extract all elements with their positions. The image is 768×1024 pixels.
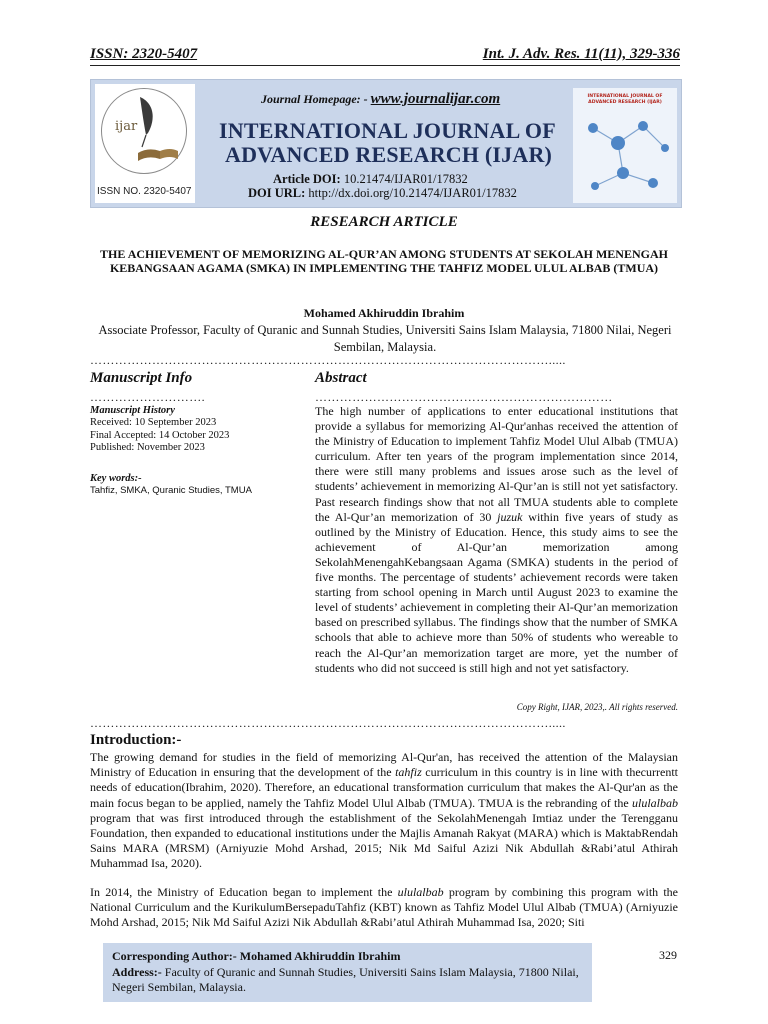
paper-title: THE ACHIEVEMENT OF MEMORIZING AL-QUR’AN AMONG STUDENTS AT SEKOLAH MENENGAH KEBANGSAAN AGAMA (SMKA) IN IMPLEMENTING THE TAHFIZ MODEL ULUL ALBAB (TMUA) [100, 247, 668, 275]
dotted-divider-bottom: …………………………………………………………………………………………………..... [90, 717, 566, 729]
manuscript-info-heading: Manuscript Info [90, 370, 193, 386]
journal-citation: Int. J. Adv. Res. 11(11), 329-336 [482, 46, 680, 62]
received-date: Received: 10 September 2023 [90, 417, 217, 429]
intro-p1-italic-tahfiz: tahfiz [395, 765, 422, 780]
intro-p1-text-c: program that was first introduced through the establishment of the SekolahMenengah Imtiaz under the Terengganu Foundation, then expanded to educational institutions under the Majlis Amanah Rakyat (MARA) which is MaktabRendah Sains MARA (MRSM) (Arniyuzie Mohd Arshad, 2015; Nik Md Saiful Azizi Nik Abdullah &Rabi’atul Athirah Muhammad Isa, 2020). [90, 810, 678, 871]
homepage-label: Journal Homepage: - [261, 92, 368, 106]
header-rule [90, 65, 680, 66]
intro-p2-text-a: In 2014, the Ministry of Education began to implement the [90, 885, 398, 899]
svg-text:INTERNATIONAL JOURNAL OF: INTERNATIONAL JOURNAL OF [587, 94, 663, 99]
logo-circle [101, 88, 187, 174]
logo-text: ijar [115, 119, 138, 134]
journal-logo [95, 84, 195, 203]
journal-banner [90, 79, 682, 208]
introduction-heading: Introduction:- [90, 732, 182, 748]
abstract-text [315, 404, 678, 676]
dotted-divider-left: ………………………. [90, 391, 205, 403]
abstract-part1: The high number of applications to enter educational institutions that provide a syllabus for memorizing Al-Qur'anhas received the attention of the Ministry of Education to implement Tahfiz Model Ulul Albab (TMUA) curriculum. After ten years of the program implementation since 2014, there were still many problems and issues arose such as the level of students’ achievement in memorizing Al-Qur’an is still not yet satisfactory. Past research findings show that not all TMUA students able to complete the Al-Qur’an memorization of 30 [315, 404, 678, 524]
doi-url-link[interactable]: http://dx.doi.org/10.21474/IJAR01/17832 [308, 186, 517, 200]
introduction-paragraph-2 [90, 885, 678, 931]
logo-issn: ISSN NO. 2320-5407 [97, 186, 192, 197]
copyright-notice: Copy Right, IJAR, 2023,. All rights reserved. [516, 702, 678, 712]
address-label: Address:- [112, 965, 162, 979]
published-date: Published: November 2023 [90, 441, 205, 453]
article-doi [273, 172, 468, 187]
address-text: Faculty of Quranic and Sunnah Studies, Universiti Sains Islam Malaysia, 71800 Nilai, Negeri Sembilan, Malaysia. [112, 965, 579, 994]
svg-text:ADVANCED RESEARCH (IJAR): ADVANCED RESEARCH (IJAR) [588, 100, 662, 105]
intro-p1-text-b: curriculum in this country is in line with thecurrentt needs of education(Ibrahim, 2020). Therefore, an educational transformation curriculum that makes the Al-Qur'an as the main focus began to be applied, namely the Tahfiz Model Ulul Albab (TMUA). TMUA is the rebranding of the [90, 765, 678, 810]
abstract-part2: within five years of study as outlined by the Ministry of Education. Hence, this study aims to see the achievement of Al-Qur’an memorization among SekolahMenengahKebangsaan Agama (SMKA) students in the period of five months. The percentage of students’ achievement records were taken starting from school opening in March until August 2023 to examine the level of students’ achievement in completing their Al-Qur’an memorization based on prescribed syllabus. The findings show that the number of SMKA schools that able to achieve more than 50% of students who wereable to reach the Al-Qur’an memorization target are more, yet the number of students who did not succeed is still high and not yet satisfactory. [315, 509, 678, 675]
keywords-list: Tahfiz, SMKA, Quranic Studies, TMUA [90, 485, 252, 497]
intro-p2-text-b: program by combining this program with the National Curriculum and the KurikulumBersepaduTahfiz (KBT) known as Tahfiz Model Ulul Albab (TMUA) (Arniyuzie Mohd Arshad, 2015; Nik Md Saiful Azizi Nik Abdullah &Rabi’atul Athirah Muhammad Isa, 2020; Siti [90, 885, 678, 930]
molecule-cover-icon [573, 88, 677, 203]
journal-homepage [261, 91, 500, 108]
keywords-label: Key words:- [90, 473, 142, 484]
introduction-paragraph-1 [90, 750, 678, 872]
article-doi-label: Article DOI: [273, 172, 341, 186]
homepage-link[interactable]: www.journalijar.com [370, 91, 501, 107]
intro-p1-italic-ululalbab: ululalbab [631, 795, 678, 810]
keywords-block [90, 473, 305, 498]
article-doi-value: 10.21474/IJAR01/17832 [343, 172, 468, 186]
journal-title-line1: INTERNATIONAL JOURNAL OF [219, 118, 556, 143]
corresponding-author-box [103, 943, 592, 1002]
dotted-divider-right: ……………………………………………………………… [315, 391, 613, 403]
issn-label: ISSN: 2320-5407 [90, 46, 198, 62]
journal-title-line2: ADVANCED RESEARCH (IJAR) [225, 142, 553, 167]
dotted-divider-top: …………………………………………………………………………………………………..... [90, 354, 566, 366]
intro-p1-text-a: The growing demand for studies in the field of memorizing Al-Qur'an, has received the attention of the Malaysian Ministry of Education in ensuring that the development of the [90, 750, 678, 780]
doi-url [248, 186, 517, 201]
manuscript-history [90, 405, 305, 454]
journal-cover-image [573, 88, 677, 203]
corresponding-address [112, 965, 584, 995]
page-number: 329 [659, 948, 677, 962]
author-name: Mohamed Akhiruddin Ibrahim [303, 306, 465, 320]
intro-p2-italic-ululalbab: ululalbab [397, 885, 444, 899]
abstract-italic-juzuk: juzuk [497, 509, 523, 524]
manuscript-history-label: Manuscript History [90, 405, 175, 416]
accepted-date: Final Accepted: 14 October 2023 [90, 429, 230, 441]
doi-url-label: DOI URL: [248, 186, 306, 200]
author-affiliation: Associate Professor, Faculty of Quranic and Sunnah Studies, Universiti Sains Islam Malaysia, 71800 Nilai, Negeri Sembilan, Malaysia. [98, 323, 672, 354]
article-type: RESEARCH ARTICLE [310, 214, 458, 230]
corresponding-author: Corresponding Author:- Mohamed Akhiruddin Ibrahim [112, 949, 401, 963]
abstract-heading: Abstract [315, 370, 367, 386]
